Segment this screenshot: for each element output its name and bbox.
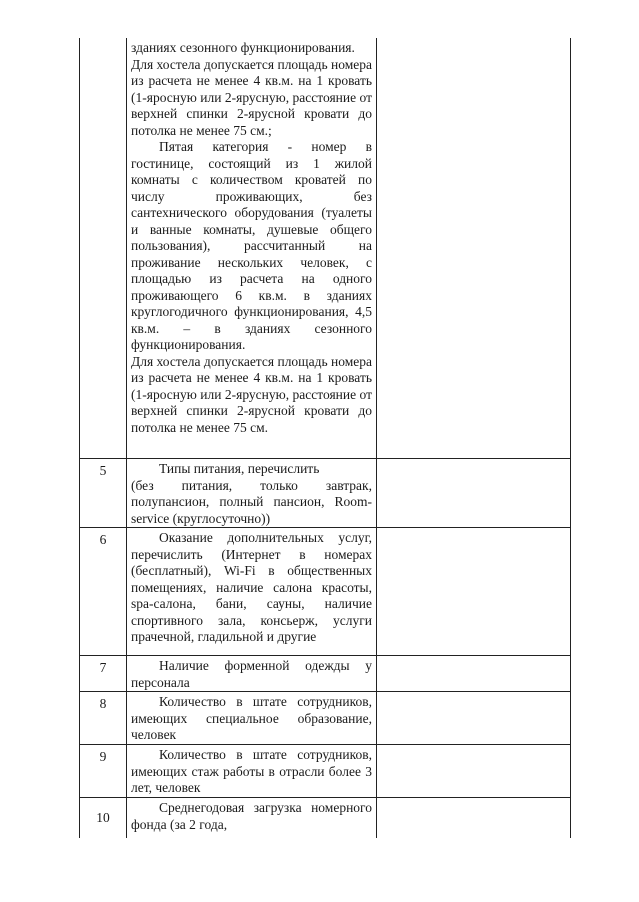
table-row xyxy=(79,458,571,527)
paragraph: Наличие форменной одежды у персонала xyxy=(131,658,372,690)
paragraph: Количество в штате сотрудников, имеющих специальное образование, человек xyxy=(131,694,372,742)
paragraph: Типы питания, перечислить xyxy=(159,461,320,476)
row-description xyxy=(127,528,376,655)
row-number: 6 xyxy=(79,528,127,655)
row-value-cell[interactable] xyxy=(376,692,571,744)
row-description xyxy=(127,656,376,691)
row-value-cell[interactable] xyxy=(376,38,571,458)
paragraph: Для хостела допускается площадь номера из расчета не менее 4 кв.м. на 1 кровать (1-яросную или 2-ярусную, расстояние от верхней спинки 2-ярусной кровати до потолка не менее 75 см.; xyxy=(131,56,372,138)
paragraph: зданиях сезонного функционирования. xyxy=(131,40,355,55)
row-value-cell[interactable] xyxy=(376,459,571,527)
row-value-cell[interactable] xyxy=(376,528,571,655)
table-row xyxy=(79,797,571,838)
row-description xyxy=(127,798,376,838)
paragraph: Среднегодовая загрузка номерного фонда (за 2 года, xyxy=(131,800,372,832)
table-row xyxy=(79,655,571,691)
row-number: 7 xyxy=(79,656,127,691)
requirements-table xyxy=(79,38,571,838)
table-row xyxy=(79,691,571,744)
row-number xyxy=(79,38,127,458)
paragraph: Количество в штате сотрудников, имеющих стаж работы в отрасли более 3 лет, человек xyxy=(131,747,372,795)
row-number: 9 xyxy=(79,745,127,797)
row-description xyxy=(127,459,376,527)
table-row xyxy=(79,527,571,655)
row-description xyxy=(127,745,376,797)
row-value-cell[interactable] xyxy=(376,798,571,838)
paragraph: Оказание дополнительных услуг, перечислить (Интернет в номерах (бесплатный), Wi-Fi в общественных помещениях, наличие салона красоты, spa-салона, бани, сауны, наличие спортивного зала, консьерж, услуги прачечной, гладильной и другие xyxy=(131,530,372,644)
table-row xyxy=(79,38,571,458)
row-description xyxy=(127,692,376,744)
paragraph: (без питания, только завтрак, полупансион, полный пансион, Room-service (круглосуточно)) xyxy=(131,477,372,526)
paragraph: Пятая категория - номер в гостинице, состоящий из 1 жилой комнаты с количеством кроватей по числу проживающих, без сантехнического оборудования (туалеты и ванные комнаты, душевые общего пользования), рассчитанный на проживание нескольких человек, с площадью из расчета на одного проживающего 6 кв.м. в зданиях круглогодичного функционирования, 4,5 кв.м. – в зданиях сезонного функционирования. xyxy=(131,139,372,352)
row-number: 5 xyxy=(79,459,127,527)
row-description xyxy=(127,38,376,458)
row-value-cell[interactable] xyxy=(376,656,571,691)
row-number: 10 xyxy=(79,798,127,838)
paragraph: Для хостела допускается площадь номера из расчета не менее 4 кв.м. на 1 кровать (1-яросную или 2-ярусную, расстояние от верхней спинки 2-ярусной кровати до потолка не менее 75 см. xyxy=(131,353,372,435)
row-number: 8 xyxy=(79,692,127,744)
table-row xyxy=(79,744,571,797)
row-value-cell[interactable] xyxy=(376,745,571,797)
